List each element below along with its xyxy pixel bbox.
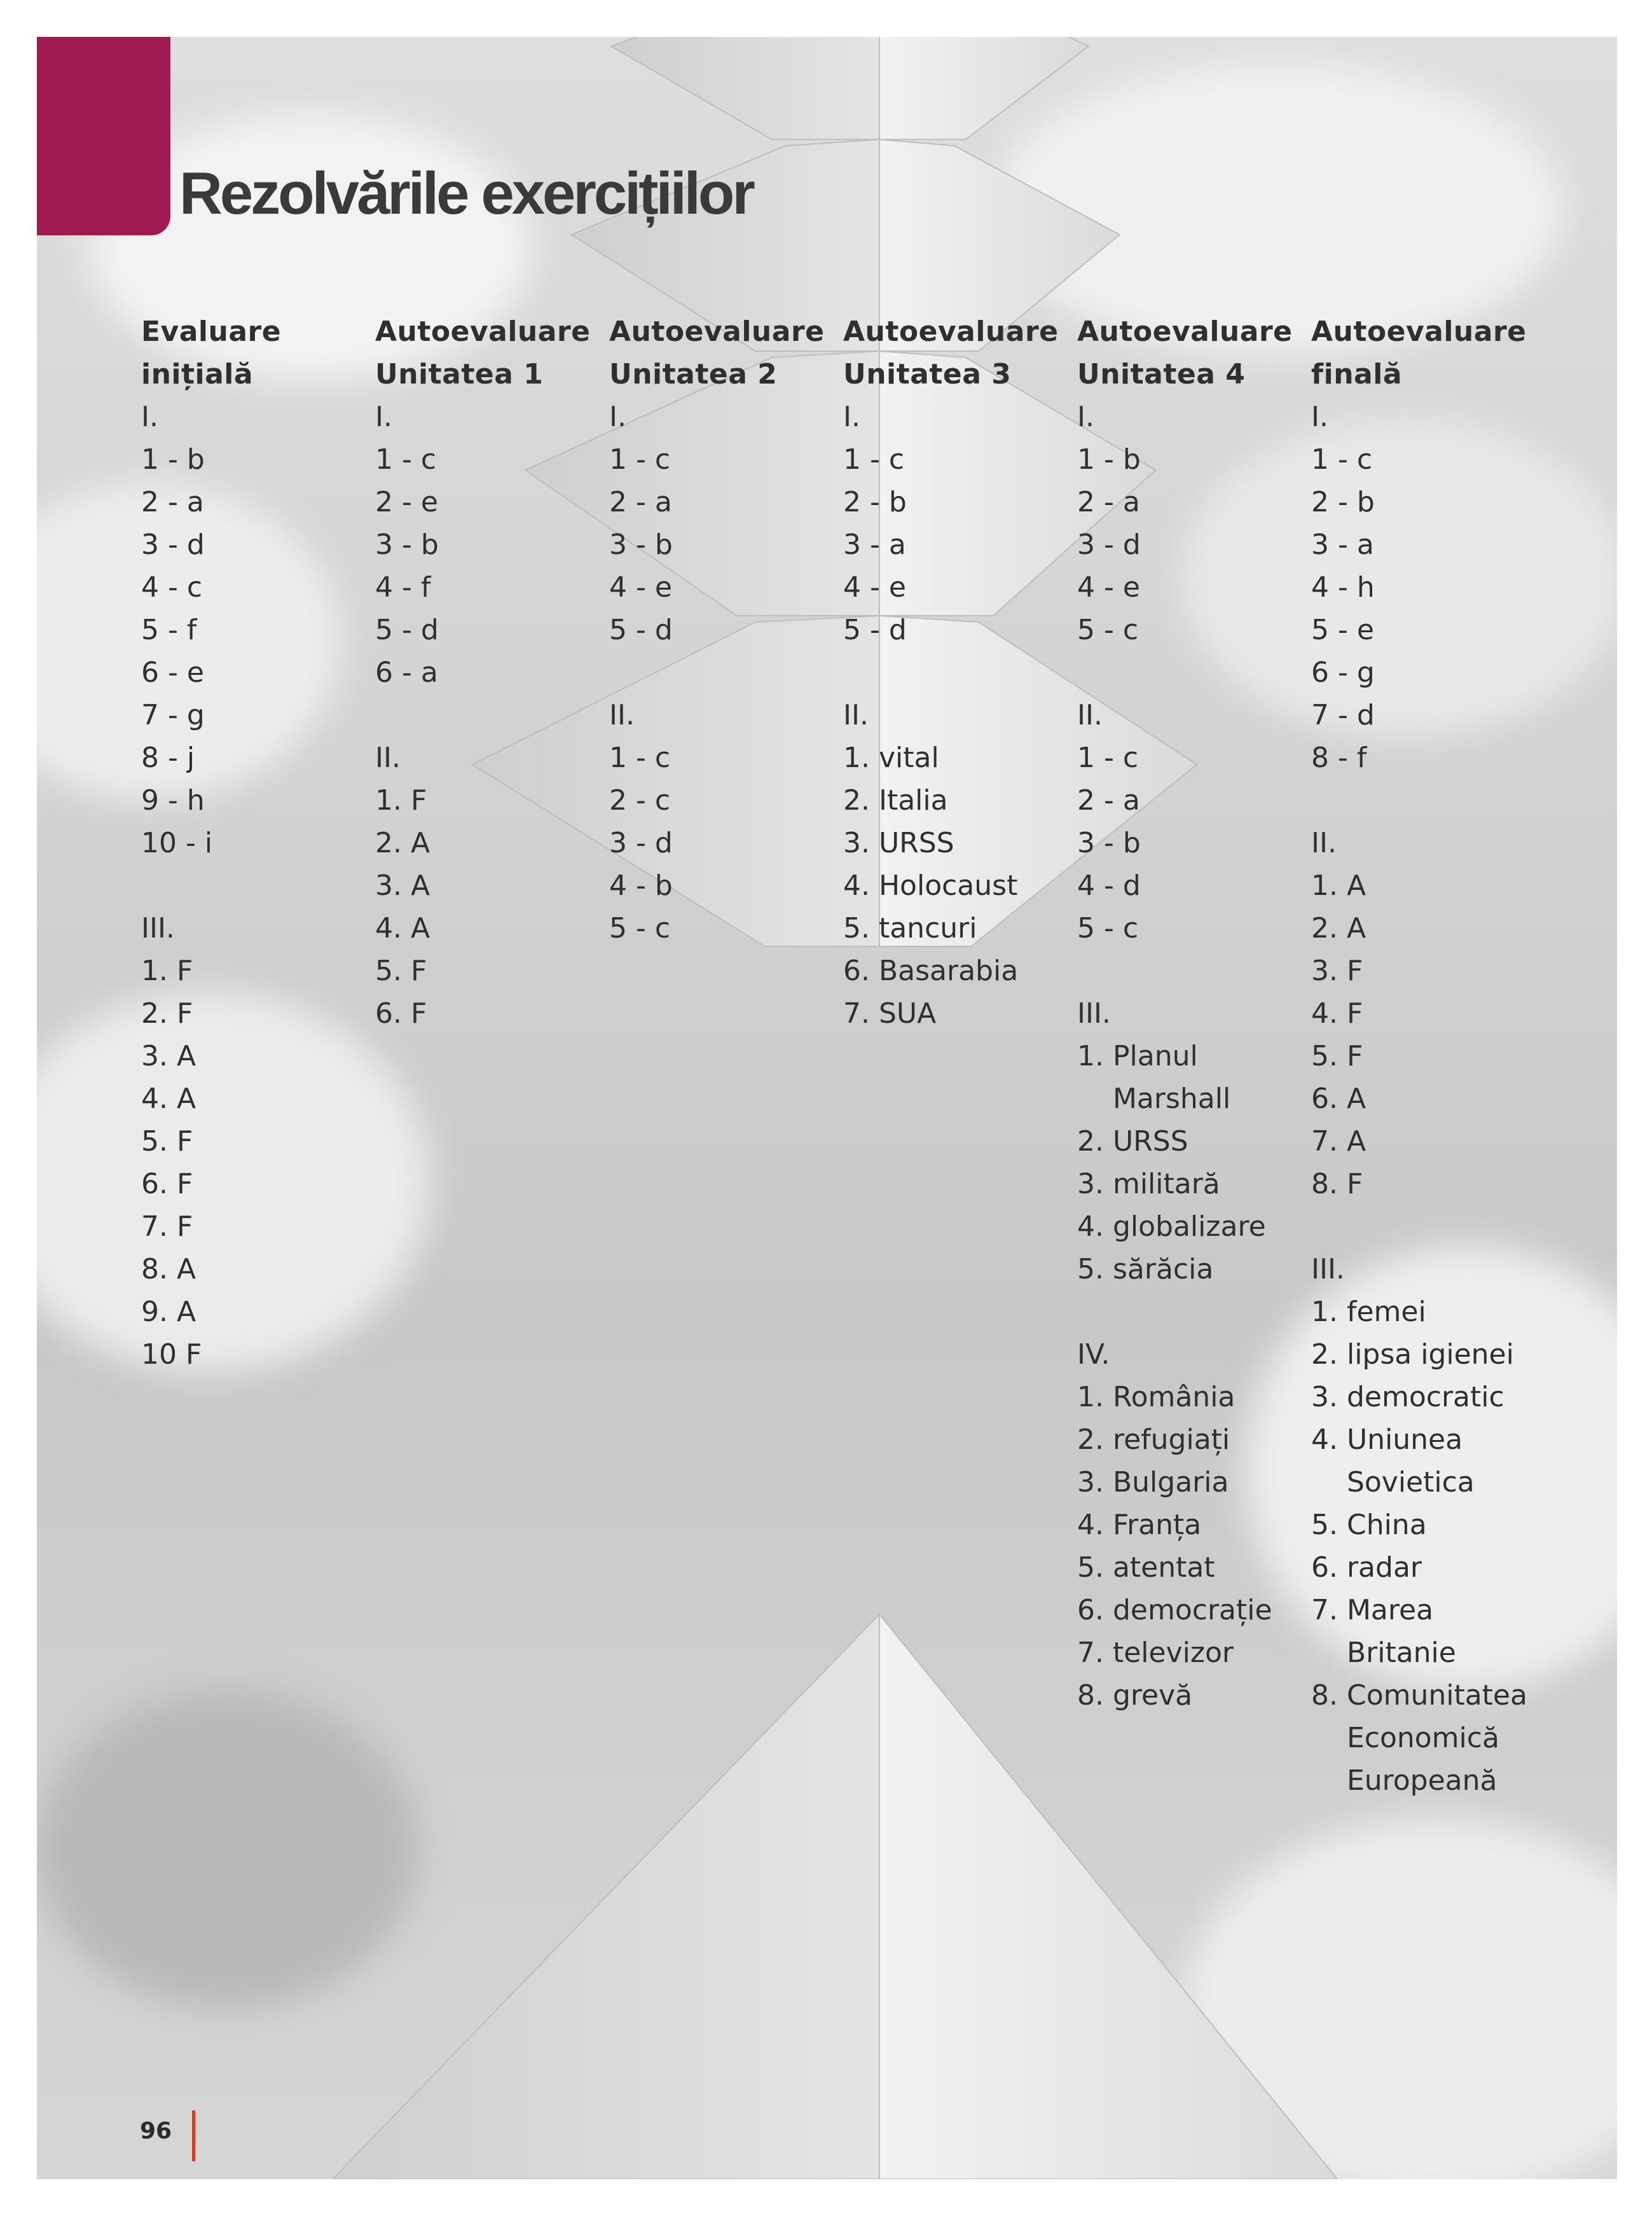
column-title-line: finală <box>1311 358 1403 391</box>
answer-line: 5. sărăcia <box>1077 1253 1214 1285</box>
spacer-line <box>375 694 604 737</box>
answer-line: 6. A <box>1311 1083 1366 1115</box>
column-autoevaluare-finala <box>1311 310 1540 1802</box>
answer-line: 4 - d <box>1077 869 1141 902</box>
answer-line: 7. Marea <box>1311 1594 1434 1626</box>
answer-line: 5. atentat <box>1077 1551 1215 1584</box>
title-tab-accent <box>37 37 170 235</box>
column-module-left <box>612 37 879 139</box>
answer-line: 4. Franța <box>1077 1509 1202 1541</box>
answer-line: 5. F <box>141 1125 193 1158</box>
answer-line: 3 - d <box>609 827 673 859</box>
column-evaluare-initiala <box>141 310 370 1376</box>
answer-line: 1. vital <box>843 742 939 774</box>
answer-line: I. <box>141 401 158 433</box>
answer-line: 5 - d <box>843 614 907 646</box>
spacer-line <box>609 651 838 694</box>
column-title-line: Autoevaluare <box>609 315 825 348</box>
column-title-line: Autoevaluare <box>843 315 1059 348</box>
column-title <box>375 310 604 396</box>
answer-line: 2. URSS <box>1077 1125 1188 1158</box>
answer-line: III. <box>1311 1253 1345 1285</box>
answer-line: 8. Comunitatea <box>1311 1679 1527 1712</box>
answer-line: IV. <box>1077 1338 1110 1371</box>
answer-line: I. <box>375 401 392 433</box>
column-title <box>1077 310 1306 396</box>
column-title-line: Autoevaluare <box>1311 315 1527 348</box>
answer-line: 6 - g <box>1311 656 1375 689</box>
answer-line: II. <box>609 699 635 731</box>
answer-line: 4 - e <box>843 571 906 604</box>
answer-line: 3. democratic <box>1311 1381 1504 1413</box>
page-number-rule <box>192 2110 195 2161</box>
answer-line: 2 - a <box>1077 784 1140 817</box>
column-autoevaluare-unitatea-4 <box>1077 310 1306 1717</box>
answer-line: 10 - i <box>141 827 213 859</box>
answer-line: 2. lipsa igienei <box>1311 1338 1514 1371</box>
answer-line: 1 - c <box>375 443 437 476</box>
answer-line: 1 - c <box>609 443 671 476</box>
answer-line: I. <box>843 401 860 433</box>
answer-line: 3 - a <box>843 529 906 561</box>
column-autoevaluare-unitatea-2 <box>609 310 838 950</box>
spacer-line <box>843 651 1072 694</box>
column-title <box>141 310 370 396</box>
answer-line: 1 - c <box>609 742 671 774</box>
column-autoevaluare-unitatea-1 <box>375 310 604 1035</box>
answer-line: Europeană <box>1311 1764 1497 1797</box>
column-title-line: inițială <box>141 358 254 391</box>
answer-line: 3. A <box>141 1040 196 1072</box>
answer-line: 2 - a <box>1077 486 1140 518</box>
answer-line: 3. militară <box>1077 1168 1220 1200</box>
answer-line: 2 - e <box>375 486 438 518</box>
page-title: Rezolvările exercițiilor <box>179 160 753 226</box>
answer-line: 4 - e <box>1077 571 1140 604</box>
column-base-left <box>333 1614 879 2179</box>
answer-line: 1 - c <box>1311 443 1373 476</box>
answer-line: II. <box>1077 699 1103 731</box>
answer-line: 4. F <box>1311 997 1363 1030</box>
answer-list <box>141 396 370 1376</box>
answer-line: 7 - d <box>1311 699 1375 731</box>
answer-line: 6. radar <box>1311 1551 1422 1584</box>
answer-line: 1. F <box>141 955 193 987</box>
answer-line: 8. F <box>1311 1168 1363 1200</box>
answer-line: Britanie <box>1311 1637 1456 1669</box>
answer-list <box>1311 396 1540 1802</box>
answer-line: 2. F <box>141 997 193 1030</box>
answer-line: 3. Bulgaria <box>1077 1466 1229 1499</box>
answer-line: 3. URSS <box>843 827 954 859</box>
answer-line: 2 - c <box>609 784 671 817</box>
answer-line: 7. F <box>141 1210 193 1243</box>
answer-line: 4. Holocaust <box>843 869 1018 902</box>
answer-line: III. <box>141 912 175 945</box>
answer-line: 8 - f <box>1311 742 1367 774</box>
answer-line: 2. Italia <box>843 784 948 817</box>
answer-line: I. <box>1077 401 1094 433</box>
answer-line: 3 - b <box>375 529 439 561</box>
answer-line: 5 - e <box>1311 614 1374 646</box>
answer-line: 5 - c <box>1077 614 1139 646</box>
answer-line: 4 - b <box>609 869 673 902</box>
answer-line: 4. A <box>141 1083 196 1115</box>
spacer-line <box>1077 950 1306 992</box>
answer-line: 5 - c <box>609 912 671 945</box>
answer-line: 3 - a <box>1311 529 1374 561</box>
column-title <box>1311 310 1540 396</box>
column-title-line: Autoevaluare <box>1077 315 1293 348</box>
answer-line: 5. F <box>1311 1040 1363 1072</box>
answer-line: Marshall <box>1077 1083 1231 1115</box>
column-title <box>843 310 1072 396</box>
answer-line: II. <box>375 742 401 774</box>
column-title-line: Evaluare <box>141 315 282 348</box>
answer-line: 5 - c <box>1077 912 1139 945</box>
answer-line: III. <box>1077 997 1111 1030</box>
answer-line: 5. F <box>375 955 427 987</box>
answer-line: 3. A <box>375 869 430 902</box>
spacer-line <box>1311 1205 1540 1248</box>
answer-line: 3 - b <box>609 529 673 561</box>
answer-line: 3 - b <box>1077 827 1141 859</box>
answer-line: 9. A <box>141 1296 196 1328</box>
answer-line: 2. A <box>375 827 430 859</box>
answer-line: 8 - j <box>141 742 195 774</box>
answer-line: 6 - e <box>141 656 204 689</box>
answer-line: 6. F <box>141 1168 193 1200</box>
answer-list <box>609 396 838 950</box>
answer-line: 8. grevă <box>1077 1679 1193 1712</box>
answer-line: 2 - a <box>141 486 204 518</box>
answer-line: 4. Uniunea <box>1311 1423 1463 1456</box>
answer-list <box>375 396 604 1035</box>
answer-line: 5 - d <box>609 614 673 646</box>
answer-line: Sovietica <box>1311 1466 1475 1499</box>
answer-line: 3. F <box>1311 955 1363 987</box>
spacer-line <box>141 864 370 907</box>
answer-line: 1 - c <box>843 443 905 476</box>
answer-line: 2 - b <box>1311 486 1375 518</box>
answer-line: 2. A <box>1311 912 1366 945</box>
answer-line: 4 - e <box>609 571 672 604</box>
answer-line: 2 - a <box>609 486 672 518</box>
column-autoevaluare-unitatea-3 <box>843 310 1072 1035</box>
answer-line: 1. F <box>375 784 427 817</box>
answer-line: 1. România <box>1077 1381 1236 1413</box>
answer-line: 3 - d <box>1077 529 1141 561</box>
answer-line: 1. Planul <box>1077 1040 1198 1072</box>
answer-line: 4 - f <box>375 571 431 604</box>
column-title-line: Unitatea 4 <box>1077 358 1246 391</box>
answer-line: 5. tancuri <box>843 912 977 945</box>
answer-line: II. <box>1311 827 1337 859</box>
answer-line: 3 - d <box>141 529 205 561</box>
answer-line: 4. globalizare <box>1077 1210 1266 1243</box>
answer-line: 6. F <box>375 997 427 1030</box>
answer-list <box>843 396 1072 1035</box>
answer-line: 10 F <box>141 1338 202 1371</box>
answer-line: 4. A <box>375 912 430 945</box>
spacer-line <box>1311 779 1540 822</box>
answer-line: 1 - b <box>1077 443 1141 476</box>
answer-line: I. <box>1311 401 1328 433</box>
answer-line: Economică <box>1311 1722 1499 1754</box>
answer-line: I. <box>609 401 626 433</box>
answer-line: 7. A <box>1311 1125 1366 1158</box>
answer-line: 4 - h <box>1311 571 1375 604</box>
answer-line: 7. SUA <box>843 997 937 1030</box>
answer-list <box>1077 396 1306 1717</box>
answer-line: 8. A <box>141 1253 196 1285</box>
spacer-line <box>1077 1291 1306 1333</box>
answer-line: 6. Basarabia <box>843 955 1019 987</box>
answer-line: 4 - c <box>141 571 203 604</box>
column-title-line: Unitatea 3 <box>843 358 1012 391</box>
page-number: 96 <box>140 2118 172 2144</box>
answer-line: 2 - b <box>843 486 907 518</box>
answer-line: 1. A <box>1311 869 1366 902</box>
column-title-line: Autoevaluare <box>375 315 591 348</box>
answer-line: 2. refugiați <box>1077 1423 1230 1456</box>
answer-line: 6 - a <box>375 656 438 689</box>
answer-line: 5 - f <box>141 614 197 646</box>
answer-line: 1 - b <box>141 443 205 476</box>
answer-line: 7. televizor <box>1077 1637 1234 1669</box>
column-title-line: Unitatea 1 <box>375 358 544 391</box>
answer-line: 1 - c <box>1077 742 1139 774</box>
answer-line: 5. China <box>1311 1509 1427 1541</box>
answer-line: 9 - h <box>141 784 205 817</box>
column-title-line: Unitatea 2 <box>609 358 778 391</box>
answer-line: 5 - d <box>375 614 439 646</box>
column-module-right <box>879 37 1089 139</box>
spacer-line <box>1077 651 1306 694</box>
column-title <box>609 310 838 396</box>
answer-line: 1. femei <box>1311 1296 1426 1328</box>
answer-line: 7 - g <box>141 699 205 731</box>
answer-line: 6. democrație <box>1077 1594 1272 1626</box>
answer-line: II. <box>843 699 869 731</box>
